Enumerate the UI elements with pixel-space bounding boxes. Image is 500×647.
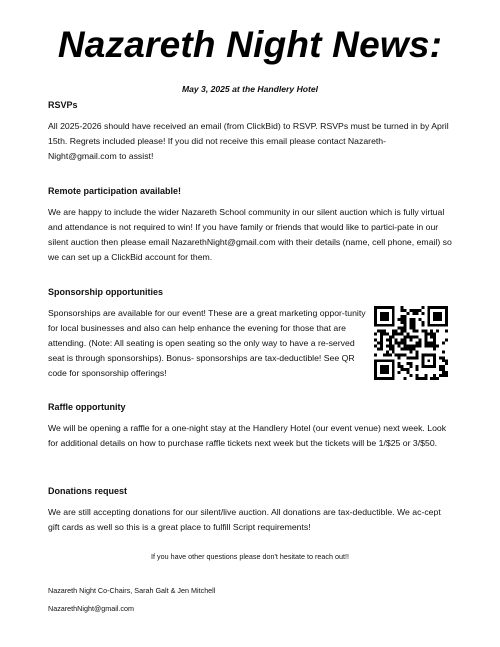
- section-heading-remote: Remote participation available!: [48, 186, 182, 196]
- contact-email: NazarethNight@gmail.com: [48, 604, 134, 613]
- section-heading-donations: Donations request: [48, 486, 128, 496]
- newsletter-title: Nazareth Night News:: [57, 24, 443, 65]
- section-body-sponsorship: Sponsorships are available for our event! These are a great marketing oppor-tunity for local businesses and also can help enhance the evening for those that are attending. (Note: All seating is open seating so the only way to have a re-served seat is through sponsorships). Bonus- sponsorships are tax-deductible! See QR code for sponsorship offerings!: [48, 308, 366, 378]
- section-heading-rsvps: RSVPs: [48, 100, 78, 110]
- section-heading-raffle: Raffle opportunity: [48, 402, 126, 412]
- section-body-rsvps: All 2025-2026 should have received an email (from ClickBid) to RSVP. RSVPs must be turned in by April 15th. Regrets included please! If you did not receive this email please contact Nazareth-Night@gmail.com to assist!: [48, 121, 449, 161]
- section-body-remote: We are happy to include the wider Nazareth School community in our silent auction which is fully virtual and attendance is not required to win! If you have family or friends that would like to partici-pate in our silent auction then please email NazarethNight@gmail.com with their details (name, cell phone, email) so we can set up a ClickBid account for them.: [48, 207, 452, 262]
- event-date-venue: May 3, 2025 at the Handlery Hotel: [181, 84, 319, 94]
- section-heading-sponsorship: Sponsorship opportunities: [48, 287, 163, 297]
- qr-code-icon[interactable]: [374, 306, 448, 380]
- co-chairs-signature: Nazareth Night Co-Chairs, Sarah Galt & Jen Mitchell: [48, 586, 216, 595]
- section-body-donations: We are still accepting donations for our silent/live auction. All donations are tax-deductible. We ac-cept gift cards as well so this is a great place to fulfill Script requirements!: [48, 507, 441, 532]
- section-body-raffle: We will be opening a raffle for a one-night stay at the Handlery Hotel (our event venue) next week. Look for additional details on how to purchase raffle tickets next week but the tickets will be 1/$25 or 3/$50.: [48, 423, 447, 448]
- closing-note: If you have other questions please don't hesitate to reach out!!: [151, 552, 349, 561]
